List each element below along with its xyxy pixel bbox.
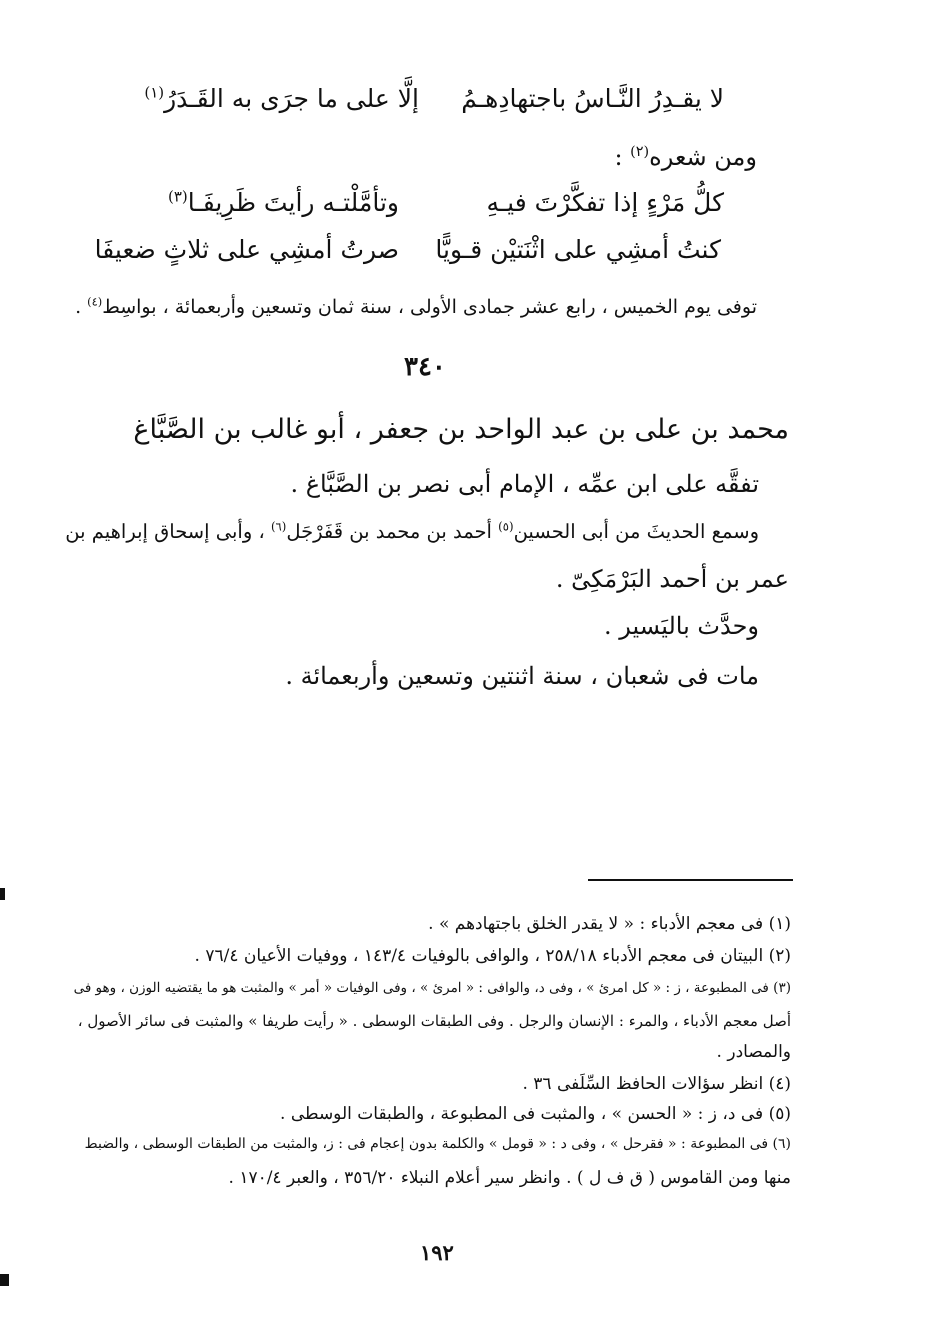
footnote-ref-4[interactable]: (٤) [87, 294, 103, 309]
footnote-ref-6[interactable]: (٦) [270, 519, 287, 534]
poem-intro: ومن شعره$^{(٢)}$ : [614, 143, 757, 171]
footnote-ref-3[interactable]: (٣) [167, 187, 188, 206]
footnote-1: (١) فى معجم الأدباء : « لا يقدر الخلق باجتهادهم » . [428, 914, 791, 934]
verse2-left-hemistich: وتأمَّلْتـه رأيتَ ظَرِيفَـا$^{(٣)}$ [167, 187, 399, 217]
footnote-6-line2: منها ومن القاموس ( ق ف ل ) . وانظر سير أعلام النبلاء ٣٥٦/٢٠ ، والعبر ١٧٠/٤ . [228, 1168, 791, 1188]
footnote-2: (٢) البيتان فى معجم الأدباء ٢٥٨/١٨ ، والوافى بالوفيات ١٤٣/٤ ، ووفيات الأعيان ٧٦/٤ . [194, 946, 791, 966]
entry-heading: محمد بن على بن عبد الواحد بن جعفر ، أبو غالب بن الصَّبَّاغ [133, 414, 789, 445]
footnote-5: (٥) فى د، ز : « الحسن » ، والمثبت فى المطبوعة ، والطبقات الوسطى . [280, 1104, 791, 1124]
paragraph-death: مات فى شعبان ، سنة اثنتين وتسعين وأربعمائة . [285, 662, 759, 690]
paragraph-study: تفقَّه على ابن عمِّه ، الإمام أبى نصر بن الصَّبَّاغ . [290, 470, 759, 498]
death-notice: توفى يوم الخميس ، رابع عشر جمادى الأولى ، سنة ثمان وتسعين وأربعمائة ، بواسِط$^{(٤)}$ . [75, 294, 757, 318]
footnote-3: (٣) فى المطبوعة ، ز : « كل امرئ » ، وفى د، والوافى : « امرئ » ، وفى الوفيات « أمر » والمثبت هو ما يقتضيه الوزن ، وهو فى [73, 980, 791, 996]
footnote-ref-2[interactable]: (٢) [630, 144, 650, 160]
footnote-6: (٦) فى المطبوعة : « فقرحل » ، وفى د : « قومل » والكلمة بدون إعجام فى : ز، والمثبت من الطبقات الوسطى ، والضبط [84, 1136, 791, 1152]
paragraph-hadith-continued: عمر بن أحمد البَرْمَكِىّ . [555, 565, 789, 593]
verse1-right-hemistich: لا يقـدِرُ النَّـاسُ باجتهادِهـمُ [461, 84, 724, 113]
footnote-ref-5[interactable]: (٥) [498, 519, 514, 534]
verse1-left-hemistich: إلَّا على ما جرَى به القَـدَرُ$^{(١)}$ [144, 83, 419, 113]
page-number: ١٩٢ [420, 1240, 454, 1265]
verse2-right-hemistich: كلُّ مَرْءٍ إذا تفكَّرْتَ فيـهِ [486, 188, 724, 217]
entry-number: ٣٤٠ [404, 352, 446, 382]
paragraph-narrated: وحدَّث باليَسير . [604, 612, 759, 640]
footnote-separator [588, 879, 793, 881]
verse3-right-hemistich: كنتُ أمشِي على اثْنَتيْن قـويًّا [435, 235, 721, 264]
paragraph-hadith: وسمع الحديثَ من أبى الحسين$^{(٥)}$ أحمد بن محمد بن قَفَرْجَل$^{(٦)}$ ، وأبى إسحاق إبراهيم بن [65, 519, 759, 543]
footnote-ref-1[interactable]: (١) [144, 83, 165, 102]
verse3-left-hemistich: صرتُ أمشِي على ثلاثٍ ضعيفَا [94, 235, 399, 264]
footnote-3-line3: والمصادر . [716, 1042, 791, 1062]
scan-edge-mark [0, 1274, 9, 1286]
footnote-4: (٤) انظر سؤالات الحافظ السِّلَفى ٣٦ . [522, 1074, 791, 1094]
scan-edge-mark [0, 888, 5, 900]
footnote-3-line2: أصل معجم الأدباء ، والمرء : الإنسان والرجل . وفى الطبقات الوسطى . « رأيت طريفا » والمثبت فى سائر الأصول ، [77, 1012, 791, 1030]
